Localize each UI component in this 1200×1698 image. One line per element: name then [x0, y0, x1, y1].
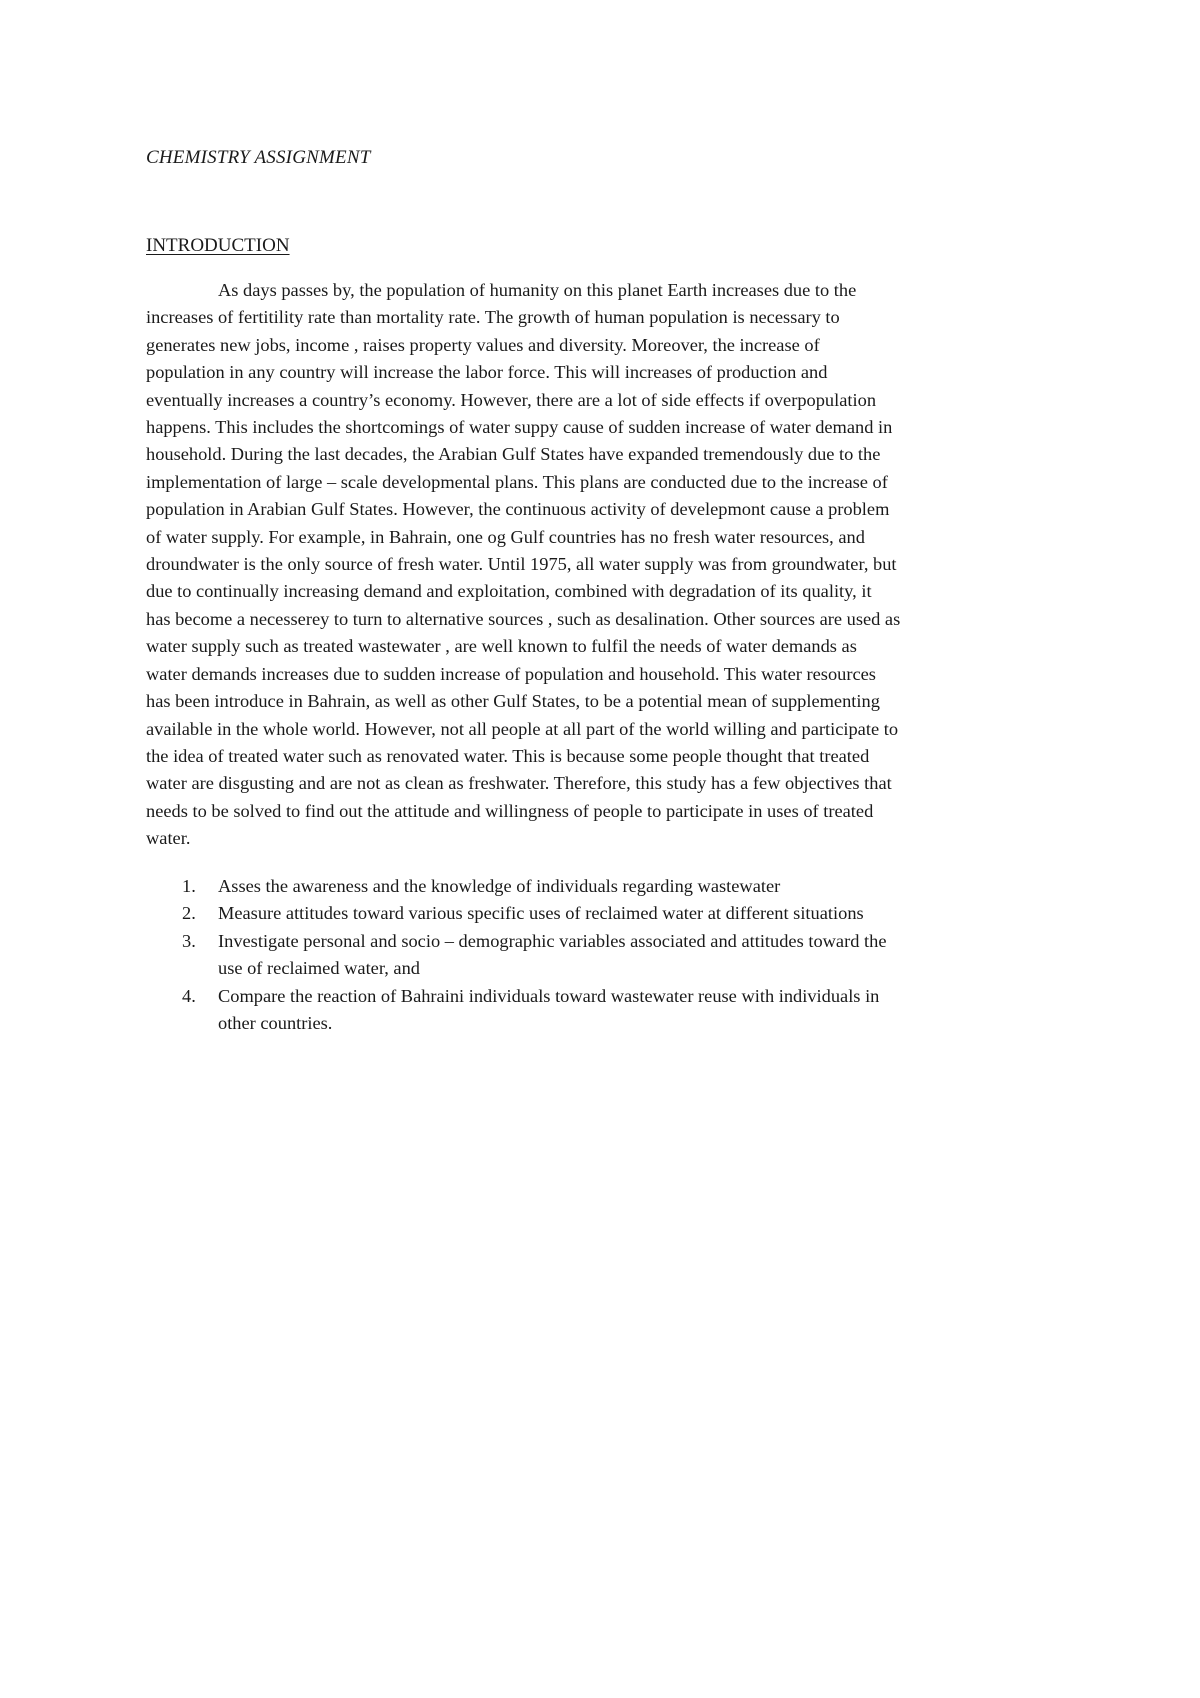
paragraph-line: population in Arabian Gulf States. However, the continuous activity of develepmont cause a problem: [146, 499, 890, 520]
objective-text: Asses the awareness and the knowledge of individuals regarding wastewater: [218, 876, 781, 896]
paragraph-line: population in any country will increase the labor force. This will increases of production and: [146, 362, 828, 383]
paragraph-line: the idea of treated water such as renovated water. This is because some people thought that treated: [146, 745, 870, 766]
objective-number: 1.: [182, 876, 196, 896]
paragraph-line: implementation of large – scale developmental plans. This plans are conducted due to the increase of: [146, 471, 888, 492]
introduction-paragraph: [146, 277, 1066, 853]
objective-item: [146, 900, 1066, 927]
objective-text: Compare the reaction of Bahraini individuals toward wastewater reuse with individuals in: [218, 985, 880, 1006]
section-heading-introduction: INTRODUCTION: [146, 235, 290, 256]
objective-text: Investigate personal and socio – demographic variables associated and attitudes toward the: [218, 930, 887, 951]
objective-text: Measure attitudes toward various specific uses of reclaimed water at different situations: [218, 903, 864, 924]
paragraph-line: increases of fertitility rate than mortality rate. The growth of human population is necessary to: [146, 307, 840, 328]
paragraph-line: droundwater is the only source of fresh water. Until 1975, all water supply was from groundwater, but: [146, 554, 897, 575]
document-title: CHEMISTRY ASSIGNMENT: [146, 147, 371, 168]
objective-item: [146, 983, 1066, 1038]
objective-item: [146, 928, 1066, 983]
paragraph-line: generates new jobs, income , raises property values and diversity. Moreover, the increase of: [146, 334, 820, 355]
paragraph-line: water.: [146, 828, 191, 849]
paragraph-line: needs to be solved to find out the attitude and willingness of people to participate in uses of treated: [146, 800, 874, 821]
paragraph-line: of water supply. For example, in Bahrain, one og Gulf countries has no fresh water resources, and: [146, 526, 865, 547]
paragraph-line: water supply such as treated wastewater , are well known to fulfil the needs of water demands as: [146, 636, 857, 657]
objectives-list: [146, 873, 1066, 1037]
objective-text: use of reclaimed water, and: [218, 958, 420, 979]
paragraph-line: happens. This includes the shortcomings of water suppy cause of sudden increase of water demand in: [146, 417, 893, 438]
paragraph-line: due to continually increasing demand and exploitation, combined with degradation of its quality, it: [146, 581, 872, 602]
objective-number: 2.: [182, 903, 196, 924]
paragraph-line: available in the whole world. However, not all people at all part of the world willing and participate to: [146, 718, 899, 739]
paragraph-line: As days passes by, the population of humanity on this planet Earth increases due to the: [218, 280, 857, 300]
objective-number: 4.: [182, 985, 196, 1006]
objective-text: other countries.: [218, 1013, 333, 1034]
paragraph-line: has become a necesserey to turn to alternative sources , such as desalination. Other sources are used as: [146, 608, 901, 629]
paragraph-line: water are disgusting and are not as clean as freshwater. Therefore, this study has a few objectives that: [146, 773, 892, 794]
paragraph-line: water demands increases due to sudden increase of population and household. This water resources: [146, 663, 876, 684]
paragraph-line: eventually increases a country’s economy. However, there are a lot of side effects if overpopulation: [146, 389, 877, 410]
objective-number: 3.: [182, 930, 196, 951]
objective-item: [146, 873, 1066, 900]
paragraph-line: household. During the last decades, the Arabian Gulf States have expanded tremendously due to the: [146, 444, 881, 465]
paragraph-line: has been introduce in Bahrain, as well as other Gulf States, to be a potential mean of supplementing: [146, 691, 880, 712]
